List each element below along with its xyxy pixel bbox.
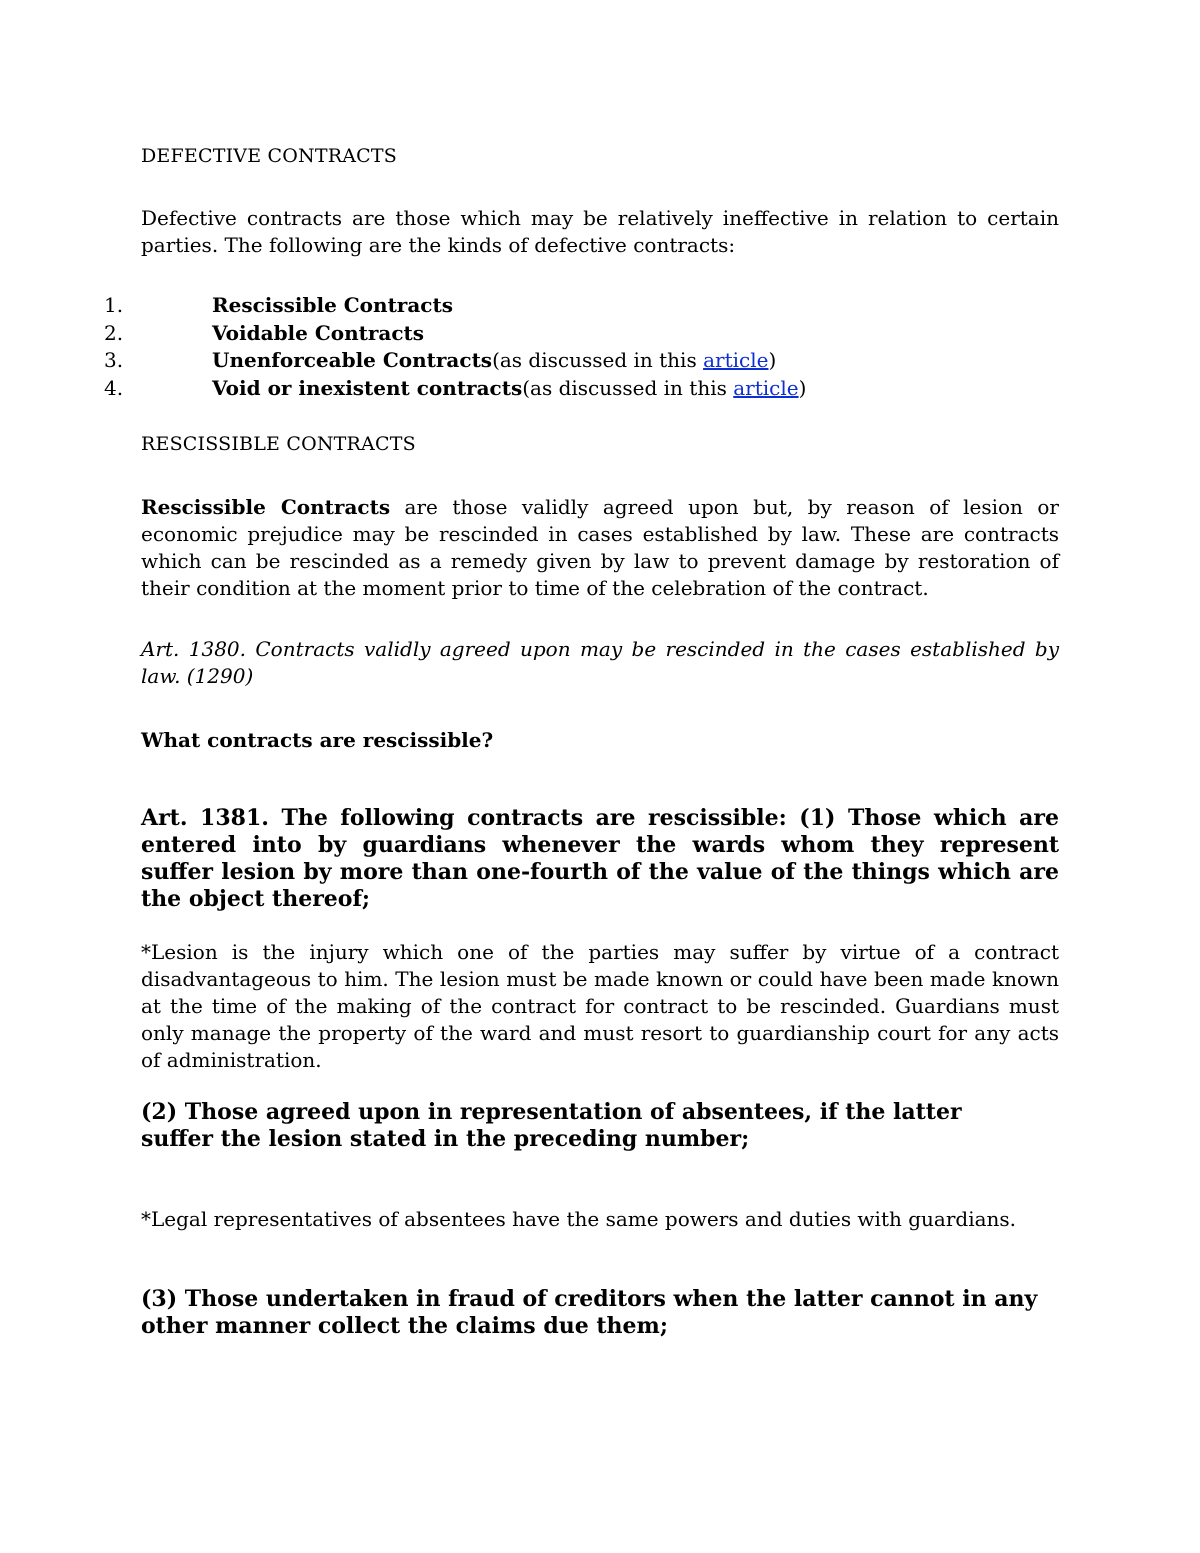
list-item-close: ) xyxy=(768,348,777,372)
article-1381: Art. 1381. The following contracts are rescissible: (1) Those which are entered into by guardians whenever the wards whom they represent suffer lesion by more than one-fourth of the value of the things which are the object thereof; xyxy=(141,805,1059,912)
rescissible-term: Rescissible Contracts xyxy=(141,495,391,519)
list-item xyxy=(104,375,1064,403)
list-item-title: Rescissible Contracts xyxy=(212,293,453,317)
intro-paragraph: Defective contracts are those which may be relatively ineffective in relation to certain parties. The following are the kinds of defective contracts: xyxy=(141,206,1059,257)
question-heading: What contracts are rescissible? xyxy=(141,728,494,752)
article-1380: Art. 1380. Contracts validly agreed upon may be rescinded in the cases established by law. (1290) xyxy=(141,637,1059,688)
article-link[interactable]: article xyxy=(733,375,799,400)
list-item xyxy=(104,347,1064,375)
rescissible-definition xyxy=(141,494,1059,602)
item-2-absentees: (2) Those agreed upon in representation of absentees, if the latter suffer the lesion stated in the preceding number; xyxy=(141,1099,962,1152)
list-item-title: Void or inexistent contracts xyxy=(212,375,523,400)
heading-defective-contracts: DEFECTIVE CONTRACTS xyxy=(141,145,397,167)
list-number: 3. xyxy=(104,348,124,372)
list-item xyxy=(104,320,1064,348)
list-item xyxy=(104,292,1064,320)
article-link[interactable]: article xyxy=(703,348,769,372)
list-item-close: ) xyxy=(798,375,807,400)
rescissible-definition-text: are those validly agreed upon but, by reason of lesion or economic prejudice may be rescinded in cases established by law. These are contracts which can be rescinded as a remedy given by law to prevent damage by restoration of their condition at the moment prior to time of the celebration of the contract. xyxy=(141,495,1059,600)
list-item-title: Voidable Contracts xyxy=(212,320,425,345)
list-number: 4. xyxy=(104,375,124,400)
list-item-suffix: (as discussed in this xyxy=(522,375,734,400)
defective-contracts-list xyxy=(104,292,1064,402)
list-item-title: Unenforceable Contracts xyxy=(212,348,493,372)
list-item-suffix: (as discussed in this xyxy=(492,348,704,372)
list-number: 1. xyxy=(104,293,124,317)
item-3-creditors: (3) Those undertaken in fraud of creditors when the latter cannot in any other manner collect the claims due them; xyxy=(141,1286,1038,1339)
lesion-note: *Lesion is the injury which one of the parties may suffer by virtue of a contract disadvantageous to him. The lesion must be made known or could have been made known at the time of the making of the contract for contract to be rescinded. Guardians must only manage the property of the ward and must resort to guardianship court for any acts of administration. xyxy=(141,940,1059,1072)
list-number: 2. xyxy=(104,320,124,345)
absentees-note: *Legal representatives of absentees have the same powers and duties with guardians. xyxy=(141,1207,1017,1231)
heading-rescissible-contracts: RESCISSIBLE CONTRACTS xyxy=(141,433,416,455)
